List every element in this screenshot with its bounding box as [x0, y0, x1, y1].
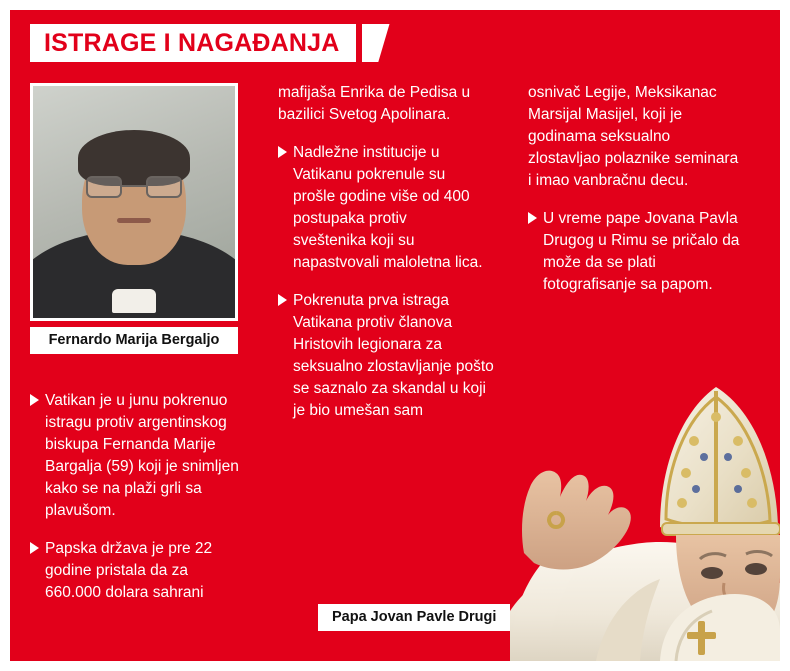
- bullet-arrow-icon: [278, 146, 287, 158]
- title-bar: [30, 24, 390, 62]
- paragraph: [278, 142, 484, 274]
- bullet-arrow-icon: [30, 542, 39, 554]
- mitre-base-band: [662, 523, 780, 535]
- text-column-1: [30, 390, 244, 604]
- glasses-bridge: [122, 185, 146, 187]
- paragraph-text: mafijaša Enrika de Pedisa u bazilici Svetog Apolinara.: [278, 84, 471, 123]
- pope-right-eye: [745, 563, 767, 575]
- title-box: [30, 24, 356, 62]
- bishop-photo: [30, 83, 238, 321]
- bishop-mouth: [117, 218, 151, 223]
- paragraph: [30, 390, 244, 522]
- paragraph-text: Papska država je pre 22 godine pristala da za 660.000 dolara sahrani: [45, 540, 213, 601]
- glasses-icon: [86, 176, 182, 198]
- paragraph: [278, 290, 499, 422]
- bishop-caption: Fernardo Marija Bergaljo: [30, 327, 238, 354]
- paragraph-text: Vatikan je u junu pokrenuo istragu protiv argentinskog biskupa Fernanda Marije Bargalja (59) koji je snimljen kako se na plaži grli sa plavušom.: [45, 392, 239, 519]
- paragraph-text: Nadležne institucije u Vatikanu pokrenule su prošle godine više od 400 postupaka protiv sveštenika koji su napastvovali maloletna lica.: [293, 144, 483, 271]
- paragraph-text: osnivač Legije, Meksikanac Marsijal Masijel, koji je godinama seksualno zlostavljao polaznike seminara i imao vanbračnu decu.: [528, 84, 739, 189]
- paragraph: [278, 82, 484, 126]
- paragraph: [30, 538, 244, 604]
- glasses-left-lens: [86, 176, 122, 198]
- bullet-arrow-icon: [30, 394, 39, 406]
- page-title: ISTRAGE I NAGAĐANJA: [44, 28, 340, 57]
- glasses-right-lens: [146, 176, 182, 198]
- text-column-2: [278, 82, 494, 422]
- title-tail-shape: [362, 24, 390, 62]
- paragraph: [528, 208, 744, 296]
- text-column-3: [528, 82, 744, 296]
- bullet-arrow-icon: [528, 212, 537, 224]
- clerical-collar: [112, 289, 156, 313]
- pope-caption: Papa Jovan Pavle Drugi: [318, 604, 510, 631]
- pope-left-eye: [701, 567, 723, 579]
- paragraph: [528, 82, 744, 192]
- paragraph-text: U vreme pape Jovana Pavla Drugog u Rimu se pričalo da može da se plati fotografisanje sa papom.: [543, 210, 740, 293]
- paragraph-text: Pokrenuta prva istraga Vatikana protiv članova Hristovih legionara za seksualno zlostavljanje pošto se saznalo za skandal u koji je bio umešan sam: [293, 292, 494, 419]
- bullet-arrow-icon: [278, 294, 287, 306]
